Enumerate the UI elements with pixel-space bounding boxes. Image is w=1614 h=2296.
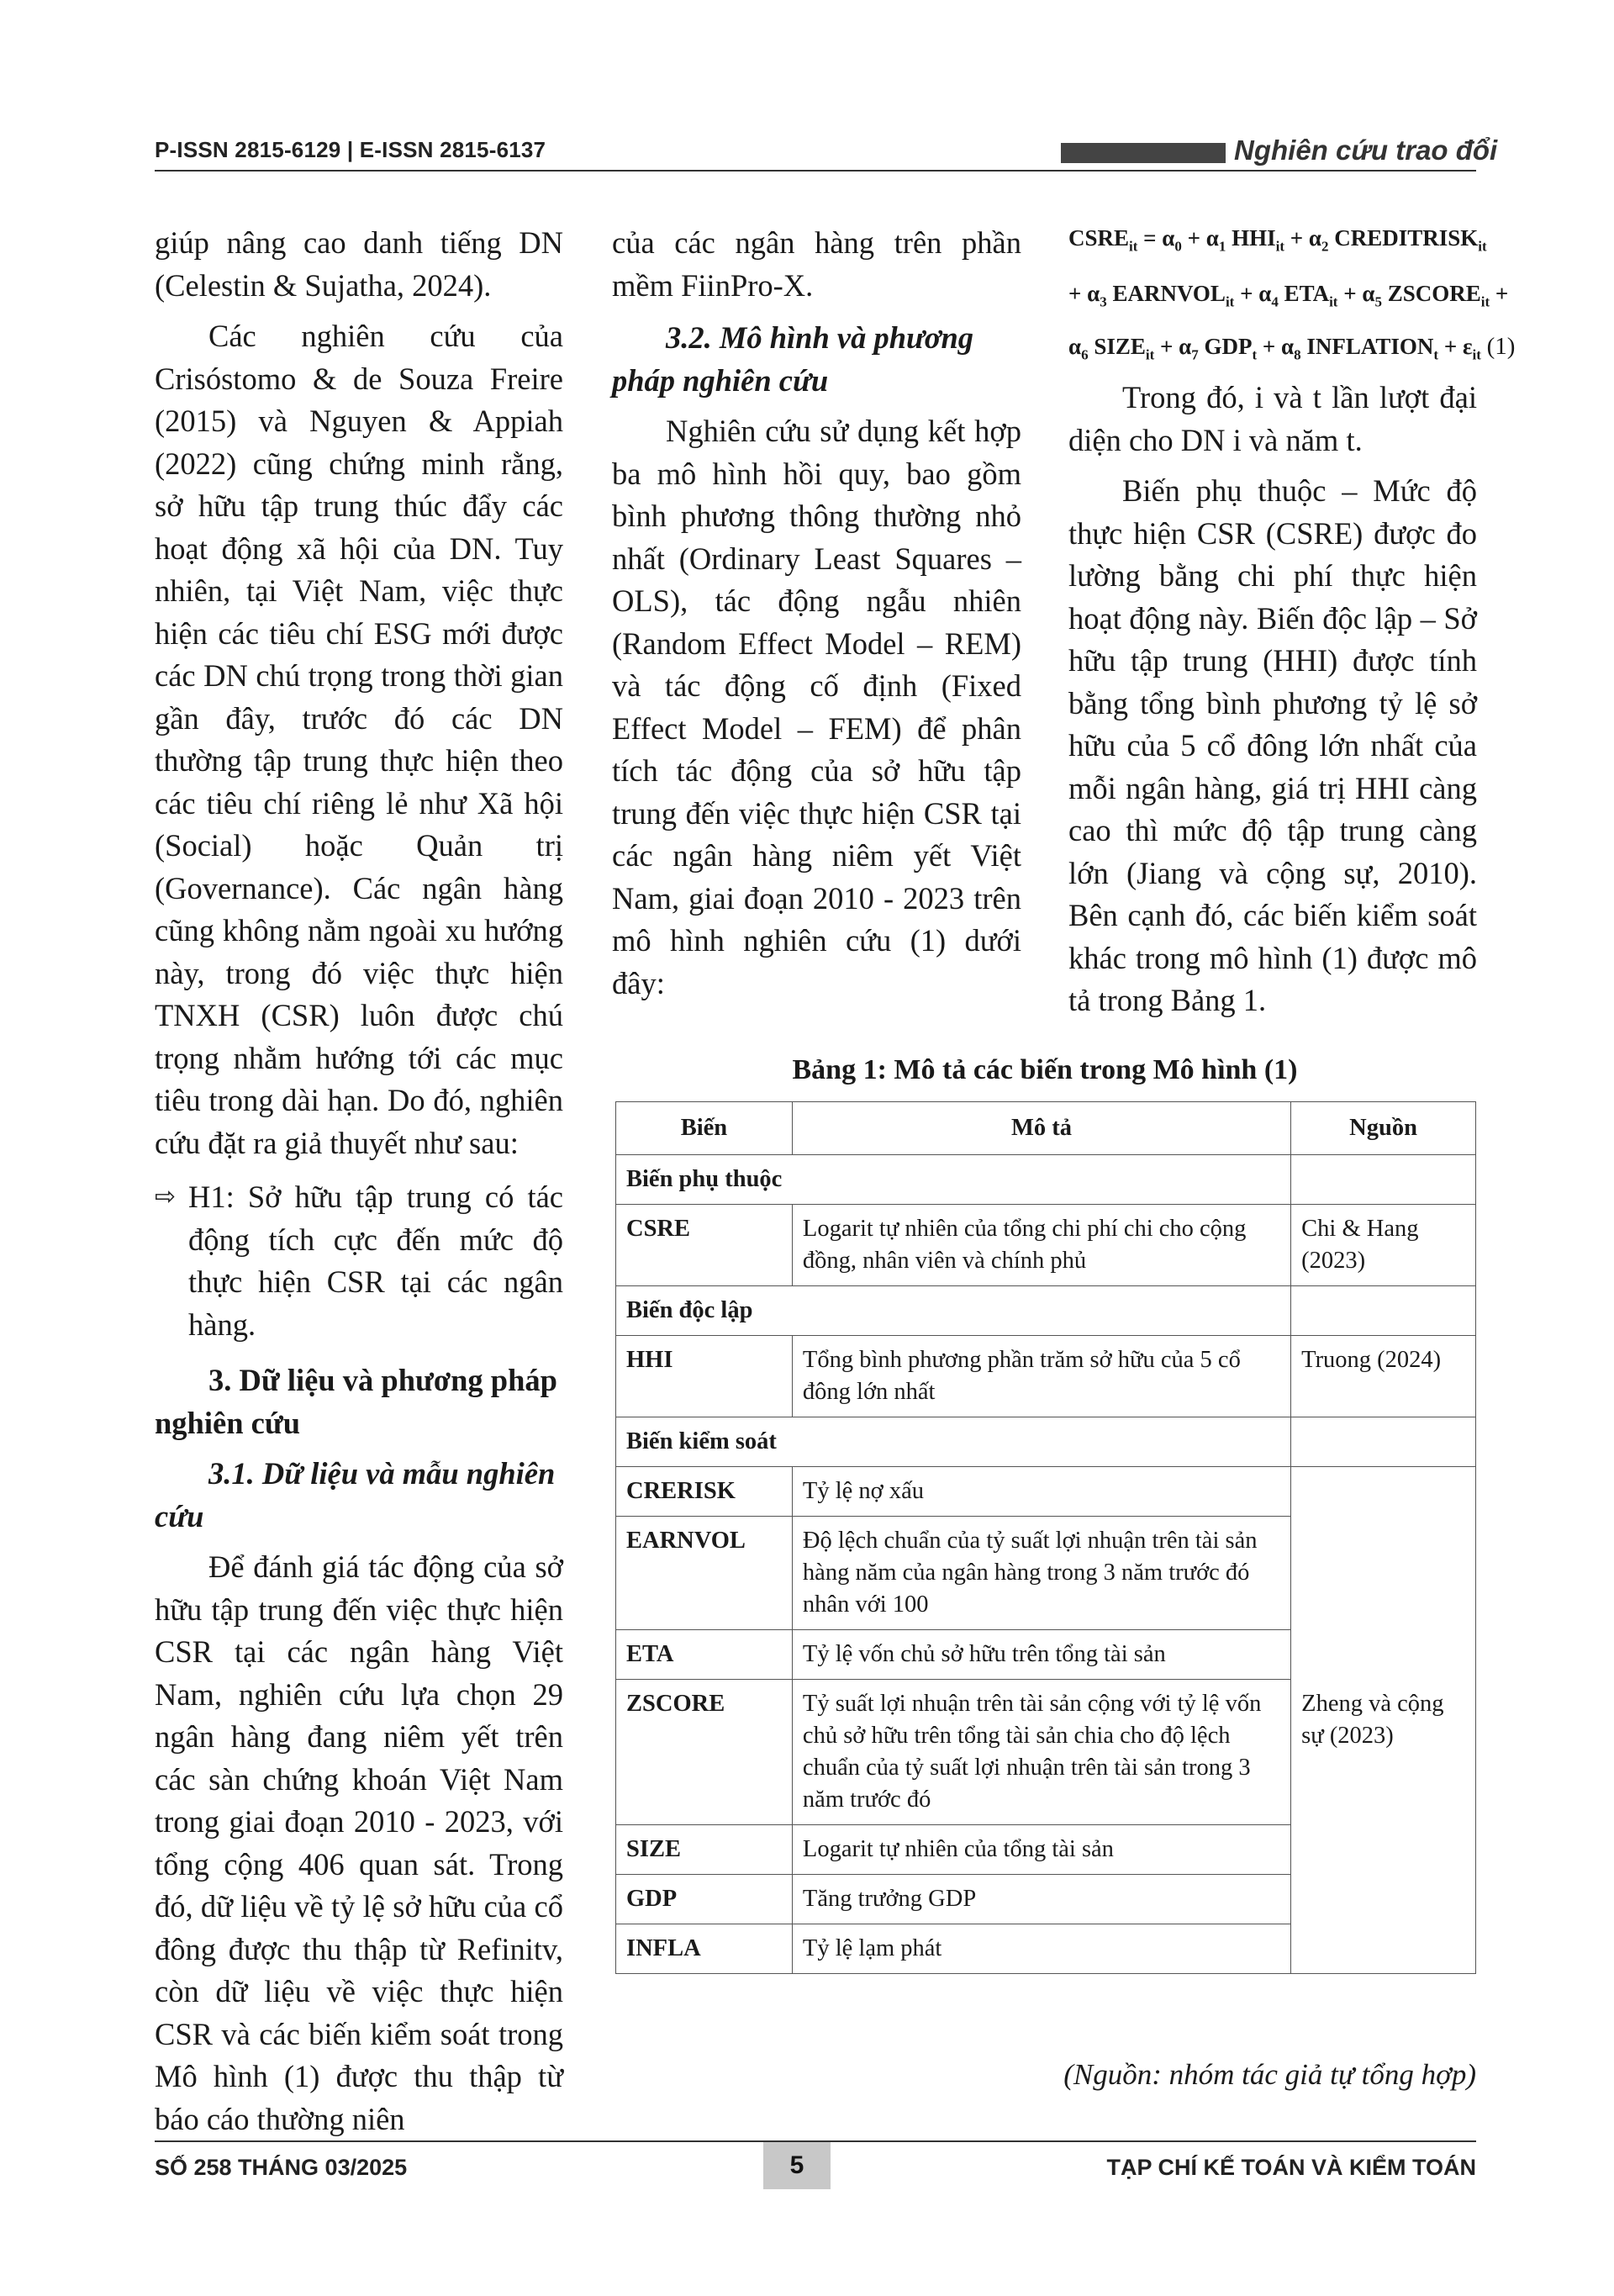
variable-name: EARNVOL xyxy=(616,1517,793,1630)
issue-label: SỐ 258 THÁNG 03/2025 xyxy=(155,2155,408,2180)
table-row xyxy=(616,1467,1476,1517)
variable-name: CSRE xyxy=(616,1205,793,1286)
paragraph: Để đánh giá tác động của sở hữu tập trung đến việc thực hiện CSR tại các ngân hàng Việt Nam, nghiên cứu lựa chọn 29 ngân hàng đang niêm yết trên các sàn chứng khoán Việt Nam trong giai đoạn 2010 - 2023, với tổng cộng 406 quan sát. Trong đó, dữ liệu về tỷ lệ sở hữu của cổ đông được thu thập từ Refinitv, còn dữ liệu về việc thực hiện CSR và các biến kiểm soát trong Mô hình (1) được thu thập từ báo cáo thường niên xyxy=(155,1549,563,2136)
paragraph: giúp nâng cao danh tiếng DN (Celestin & Sujatha, 2024). xyxy=(155,225,563,303)
variable-source: Zheng và cộng sự (2023) xyxy=(1291,1467,1476,1974)
arrow-icon: ⇨ xyxy=(155,1182,177,1211)
variable-name: CRERISK xyxy=(616,1467,793,1517)
table-header-row xyxy=(616,1102,1476,1155)
group-label: Biến kiểm soát xyxy=(616,1417,1291,1467)
table-row xyxy=(616,1205,1476,1286)
group-row xyxy=(616,1155,1476,1205)
header-cell: Mô tả xyxy=(792,1102,1290,1155)
equation-number: (1) xyxy=(1486,333,1516,360)
column-2 xyxy=(612,222,1021,1005)
variables-table xyxy=(615,1101,1476,1974)
column-3 xyxy=(1068,377,1477,1022)
hypothesis xyxy=(155,1176,563,1346)
group-label: Biến độc lập xyxy=(616,1286,1291,1336)
variable-source: Truong (2024) xyxy=(1291,1336,1476,1417)
paragraph: Nghiên cứu sử dụng kết hợp ba mô hình hồi quy, bao gồm bình phương thông thường nhỏ nhất (Ordinary Least Squares – OLS), tác động ngẫu nhiên (Random Effect Model – REM) và tác động cố định (Fixed Effect Model – FEM) để phân tích tác động của sở hữu tập trung đến việc thực hiện CSR tại các ngân hàng niêm yết Việt Nam, giai đoạn 2010 - 2023 trên mô hình nghiên cứu (1) dưới đây: xyxy=(612,414,1021,1000)
variable-desc: Tỷ lệ vốn chủ sở hữu trên tổng tài sản xyxy=(792,1630,1290,1680)
empty-cell xyxy=(1291,1286,1476,1336)
variable-name: ZSCORE xyxy=(616,1680,793,1825)
variable-desc: Tăng trưởng GDP xyxy=(792,1875,1290,1924)
subsection-heading: 3.1. Dữ liệu và mẫu nghiên cứu xyxy=(155,1456,556,1533)
subsection-heading: 3.2. Mô hình và phương pháp nghiên cứu xyxy=(612,320,973,398)
page-number: 5 xyxy=(763,2142,831,2189)
column-1 xyxy=(155,222,563,2140)
group-row xyxy=(616,1286,1476,1336)
variable-desc: Logarit tự nhiên của tổng tài sản xyxy=(792,1825,1290,1875)
variable-name: GDP xyxy=(616,1875,793,1924)
formula-line-3: $\alpha_6$ $SIZE_{it} + \alpha_7$ $GDP_t + \alpha_8$ $INFLATION_t + \varepsilon_{it}$ (1) xyxy=(1068,333,1516,363)
variable-name: INFLA xyxy=(616,1924,793,1974)
section-label: Nghiên cứu trao đổi xyxy=(1234,135,1498,166)
table-caption: Bảng 1: Mô tả các biến trong Mô hình (1) xyxy=(792,1054,1298,1085)
variable-name: SIZE xyxy=(616,1825,793,1875)
variable-source: Chi & Hang (2023) xyxy=(1291,1205,1476,1286)
table-row xyxy=(616,1336,1476,1417)
variable-name: HHI xyxy=(616,1336,793,1417)
paragraph: của các ngân hàng trên phần mềm FiinPro-X. xyxy=(612,225,1021,303)
issn-line: P-ISSN 2815-6129 | E-ISSN 2815-6137 xyxy=(155,137,546,162)
group-row xyxy=(616,1417,1476,1467)
variable-desc: Tỷ suất lợi nhuận trên tài sản cộng với tỷ lệ vốn chủ sở hữu trên tổng tài sản chia cho độ lệch chuẩn của tỷ suất lợi nhuận trên tài sản trong 3 năm trước đó xyxy=(792,1680,1290,1825)
variable-desc: Tổng bình phương phần trăm sở hữu của 5 cổ đông lớn nhất xyxy=(792,1336,1290,1417)
empty-cell xyxy=(1291,1417,1476,1467)
section-heading: 3. Dữ liệu và phương pháp nghiên cứu xyxy=(155,1363,557,1440)
header-cell: Nguồn xyxy=(1291,1102,1476,1155)
variable-desc: Tỷ lệ nợ xấu xyxy=(792,1467,1290,1517)
header-cell: Biến xyxy=(616,1102,793,1155)
table-source-note: (Nguồn: nhóm tác giả tự tổng hợp) xyxy=(1063,2058,1476,2091)
group-label: Biến phụ thuộc xyxy=(616,1155,1291,1205)
paragraph: Biến phụ thuộc – Mức độ thực hiện CSR (CSRE) được đo lường bằng chi phí thực hiện hoạt động này. Biến độc lập – Sở hữu tập trung (HHI) được tính bằng tổng bình phương tỷ lệ sở hữu của 5 cổ đông lớn nhất của mỗi ngân hàng, giá trị HHI càng cao thì mức độ tập trung càng lớn (Jiang và cộng sự, 2010). Bên cạnh đó, các biến kiểm soát khác trong mô hình (1) được mô tả trong Bảng 1. xyxy=(1068,473,1477,1017)
variable-name: ETA xyxy=(616,1630,793,1680)
header-bar xyxy=(1061,143,1226,163)
variable-desc: Tỷ lệ lạm phát xyxy=(792,1924,1290,1974)
formula-line-2: + $\alpha_3$ $EARNVOL_{it} + \alpha_4$ $ETA_{it} + \alpha_5$ $ZSCORE_{it}$ + xyxy=(1068,281,1509,310)
paragraph: Trong đó, i và t lần lượt đại diện cho DN i và năm t. xyxy=(1068,380,1477,457)
header-rule xyxy=(155,170,1476,172)
formula-line-1: $CSRE_{it} = \alpha_0 + \alpha_1$ $HHI_{it} + \alpha_2$ $CREDITRISK_{it}$ xyxy=(1068,225,1487,255)
hypothesis-text: H1: Sở hữu tập trung có tác động tích cực đến mức độ thực hiện CSR tại các ngân hàng. xyxy=(188,1180,563,1342)
empty-cell xyxy=(1291,1155,1476,1205)
variable-desc: Logarit tự nhiên của tổng chi phí chi cho cộng đồng, nhân viên và chính phủ xyxy=(792,1205,1290,1286)
paragraph: Các nghiên cứu của Crisóstomo & de Souza Freire (2015) và Nguyen & Appiah (2022) cũng chứng minh rằng, sở hữu tập trung thúc đẩy các hoạt động xã hội của DN. Tuy nhiên, tại Việt Nam, việc thực hiện các tiêu chí ESG mới được các DN chú trọng trong thời gian gần đây, trước đó các DN thường tập trung thực hiện theo các tiêu chí riêng lẻ như Xã hội (Social) hoặc Quản trị (Governance). Các ngân hàng cũng không nằm ngoài xu hướng này, trong đó việc thực hiện TNXH (CSR) luôn được chú trọng nhằm hướng tới các mục tiêu trong dài hạn. Do đó, nghiên cứu đặt ra giả thuyết như sau: xyxy=(155,319,563,1160)
journal-name: TẠP CHÍ KẾ TOÁN VÀ KIỂM TOÁN xyxy=(1106,2155,1476,2180)
variable-desc: Độ lệch chuẩn của tỷ suất lợi nhuận trên tài sản hàng năm của ngân hàng trong 3 năm trước đó nhân với 100 xyxy=(792,1517,1290,1630)
